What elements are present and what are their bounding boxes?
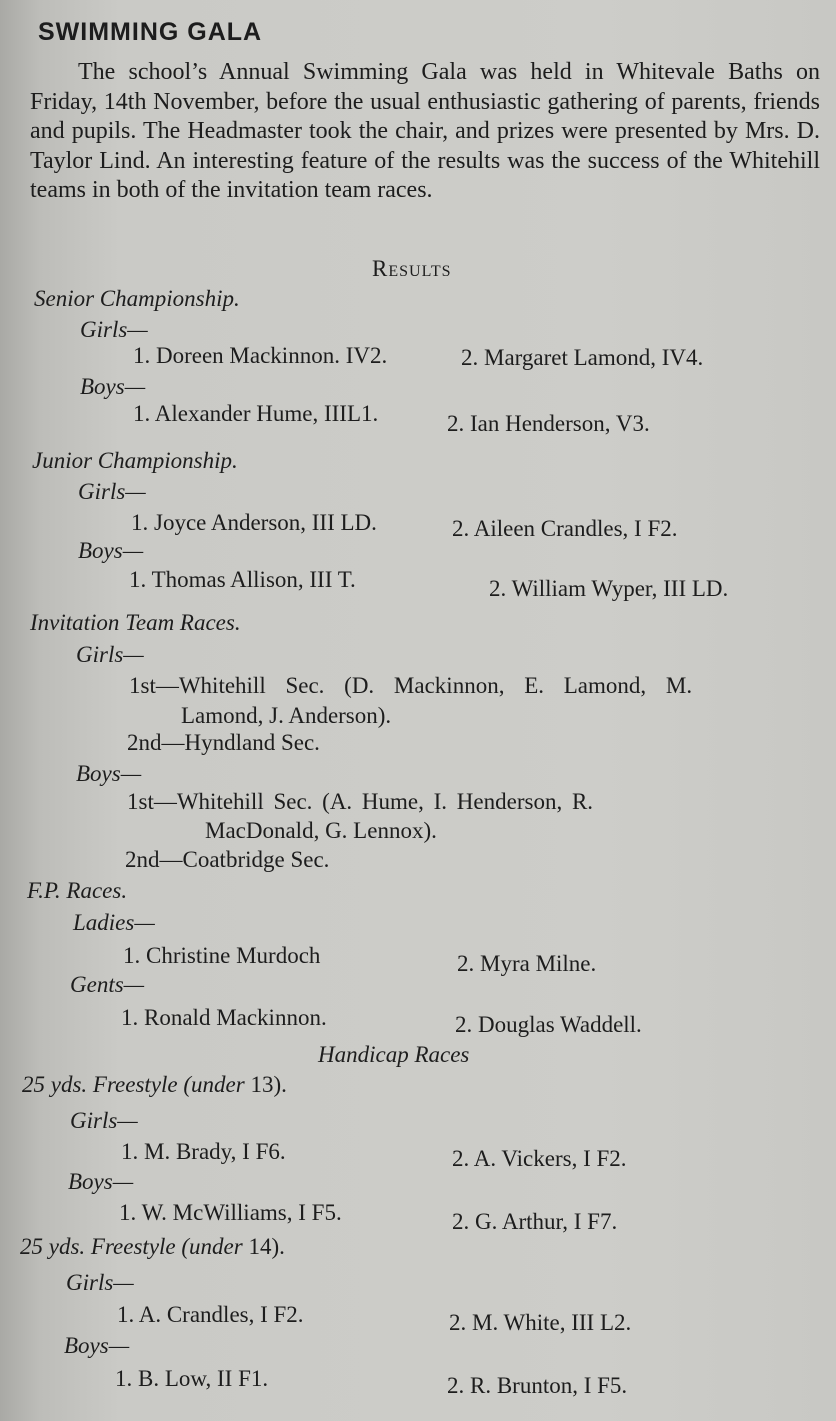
u13-boys-second: 2. G. Arthur, I F7. [452, 1209, 618, 1234]
junior-girls-label: Girls— [78, 479, 146, 504]
u14-boys-label: Boys— [64, 1333, 130, 1358]
intro-text: The school’s Annual Swimming Gala was held in Whitevale Baths on Friday, 14th November, before the usual enthusiastic gathering of parents, friends and pupils. The Headmaster took the chair, and prizes were presented by Mrs. D. Taylor Lind. An interesting feature of the results was the success of the Whitehill teams in both of the invitation team races. [30, 59, 820, 203]
fp-gents-first: 1. Ronald Mackinnon. [121, 1005, 327, 1030]
u13-girls-second: 2. A. Vickers, I F2. [452, 1146, 627, 1171]
invitation-boys-second: 2nd—Coatbridge Sec. [125, 847, 330, 872]
results-title: Results [372, 256, 452, 281]
u14-title-c: 14). [242, 1234, 285, 1259]
u13-girls-first: 1. M. Brady, I F6. [121, 1139, 286, 1164]
fp-gents-label: Gents— [70, 972, 145, 997]
u14-title [20, 1234, 285, 1260]
junior-girls-first: 1. Joyce Anderson, III LD. [131, 510, 377, 535]
results-heading [372, 256, 452, 282]
u13-title-b: under [191, 1072, 245, 1097]
handicap-title: Handicap Races [318, 1042, 470, 1067]
senior-boys-label: Boys— [80, 374, 146, 399]
junior-title: Junior Championship. [32, 448, 238, 473]
fp-title: F.P. Races. [27, 878, 128, 903]
invitation-boys-first-line1: 1st—Whitehill Sec. (A. Hume, I. Henderson, R. [127, 789, 594, 814]
senior-boys-first: 1. Alexander Hume, IIIL1. [133, 401, 379, 426]
fp-ladies-label: Ladies— [73, 910, 155, 935]
invitation-girls-second: 2nd—Hyndland Sec. [127, 730, 320, 755]
invitation-girls-first-line2: Lamond, J. Anderson). [181, 703, 392, 728]
u14-girls-second: 2. M. White, III L2. [449, 1310, 632, 1335]
u13-title-a: 25 yds. Freestyle ( [22, 1072, 192, 1097]
intro-paragraph [30, 58, 820, 206]
junior-boys-first: 1. Thomas Allison, III T. [129, 567, 356, 592]
fp-ladies-first: 1. Christine Murdoch [123, 943, 321, 968]
u14-boys-second: 2. R. Brunton, I F5. [447, 1373, 628, 1398]
u13-title-c: 13). [244, 1072, 287, 1097]
u14-title-a: 25 yds. Freestyle ( [20, 1234, 190, 1259]
page-title: SWIMMING GALA [38, 18, 263, 46]
u13-girls-label: Girls— [70, 1108, 138, 1133]
invitation-title: Invitation Team Races. [30, 610, 241, 635]
senior-girls-second: 2. Margaret Lamond, IV4. [461, 345, 704, 370]
junior-boys-label: Boys— [78, 538, 144, 563]
u14-title-b: under [189, 1234, 243, 1259]
invitation-girls-label: Girls— [76, 642, 144, 667]
senior-boys-second: 2. Ian Henderson, V3. [447, 411, 650, 436]
u14-boys-first: 1. B. Low, II F1. [115, 1366, 269, 1391]
u14-girls-label: Girls— [66, 1270, 134, 1295]
fp-ladies-second: 2. Myra Milne. [457, 951, 597, 976]
u13-boys-first: 1. W. McWilliams, I F5. [119, 1200, 342, 1225]
u13-title [22, 1072, 287, 1098]
fp-gents-second: 2. Douglas Waddell. [455, 1012, 642, 1037]
u13-boys-label: Boys— [68, 1169, 134, 1194]
senior-girls-first: 1. Doreen Mackinnon. IV2. [133, 343, 388, 368]
invitation-boys-label: Boys— [76, 761, 142, 786]
u14-girls-first: 1. A. Crandles, I F2. [117, 1302, 304, 1327]
invitation-boys-first-line2: MacDonald, G. Lennox). [205, 818, 437, 843]
invitation-girls-first-line1: 1st—Whitehill Sec. (D. Mackinnon, E. Lamond, M. [129, 673, 693, 698]
junior-boys-second: 2. William Wyper, III LD. [489, 576, 729, 601]
senior-girls-label: Girls— [80, 317, 148, 342]
junior-girls-second: 2. Aileen Crandles, I F2. [452, 516, 678, 541]
senior-title: Senior Championship. [34, 286, 240, 311]
